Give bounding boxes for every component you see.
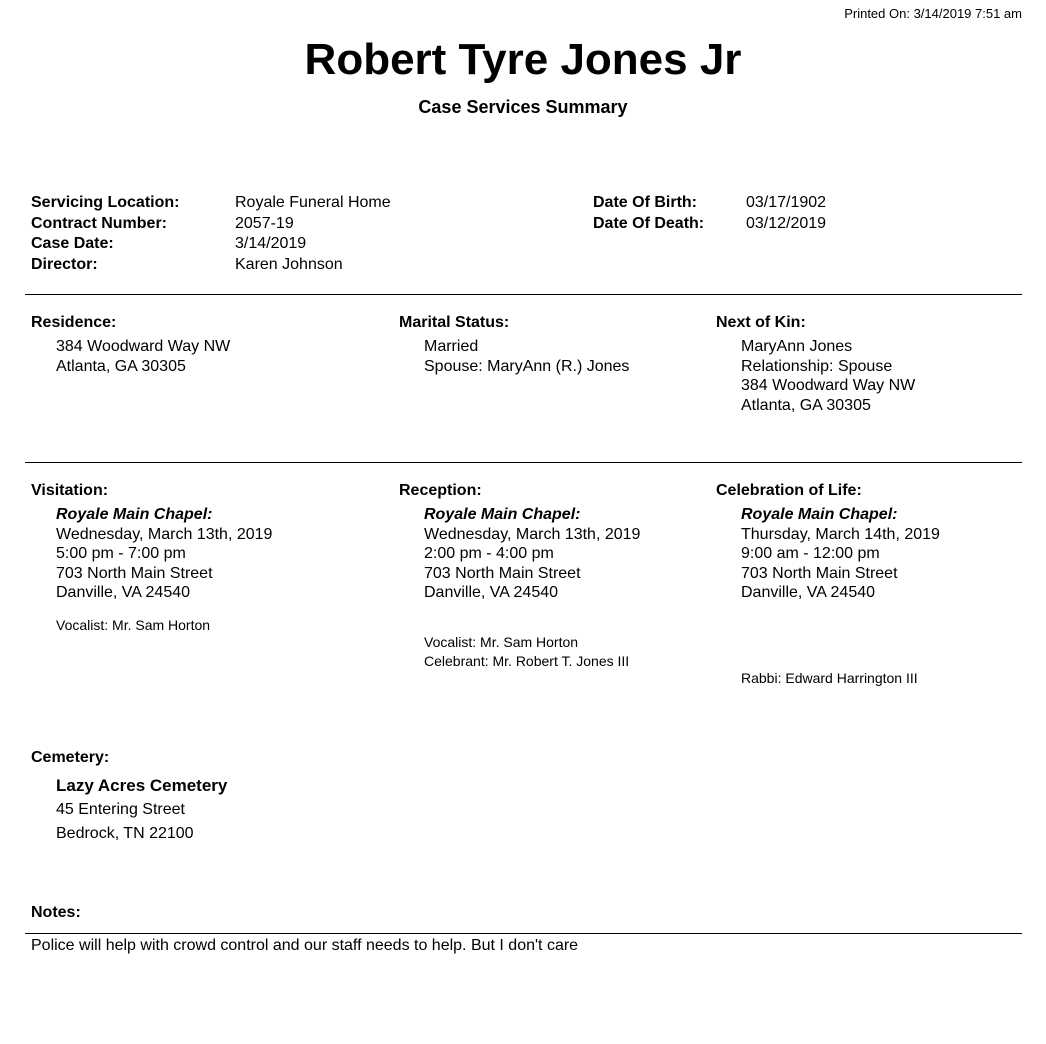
dob-label: Date Of Birth: [593,194,697,211]
marital-block [424,337,629,376]
celebration-label: Celebration of Life: [716,482,862,499]
spouse: Spouse: MaryAnn (R.) Jones [424,357,630,375]
contract-number-label: Contract Number: [31,214,168,232]
page-title: Robert Tyre Jones Jr [304,35,742,84]
contract-number-value: 2057-19 [235,214,294,232]
kin-relationship: Relationship: Spouse [741,357,893,375]
reception-label: Reception: [399,482,482,499]
director-label: Director: [31,256,98,274]
celebration-venue: Royale Main Chapel: [741,506,898,523]
kin-line2: Atlanta, GA 30305 [741,396,871,414]
visitation-street: 703 North Main Street [56,564,213,582]
cemetery-street: 45 Entering Street [56,801,185,818]
visitation-city: Danville, VA 24540 [56,584,191,601]
page-subtitle: Case Services Summary [418,97,628,117]
servicing-location-value: Royale Funeral Home [235,194,391,211]
celebration-note1: Rabbi: Edward Harrington III [741,670,918,686]
celebration-block [741,505,940,603]
visitation-block [56,505,272,603]
director-value: Karen Johnson [235,256,343,274]
notes-text: Police will help with crowd control and our staff needs to help. But I don't care [31,937,579,954]
visitation-note1: Vocalist: Mr. Sam Horton [56,617,211,633]
info-labels [31,193,179,276]
visitation-label: Visitation: [31,482,109,499]
reception-time: 2:00 pm - 4:00 pm [424,545,554,562]
kin-line1: 384 Woodward Way NW [741,377,916,394]
dob-value: 03/17/1902 [746,194,827,211]
cemetery-label: Cemetery: [31,749,110,766]
cemetery-city: Bedrock, TN 22100 [56,825,194,842]
celebration-time: 9:00 am - 12:00 pm [741,545,880,562]
dod-value: 03/12/2019 [746,214,827,232]
visitation-date: Wednesday, March 13th, 2019 [56,525,273,543]
servicing-location-label: Servicing Location: [31,194,180,211]
dates-values [746,193,826,234]
residence-line2: Atlanta, GA 30305 [56,357,186,375]
divider [25,294,1022,295]
celebration-city: Danville, VA 24540 [741,584,876,601]
marital-status: Married [424,338,479,355]
reception-block [424,505,640,603]
reception-venue: Royale Main Chapel: [424,506,581,523]
reception-notes [424,633,629,670]
reception-note1: Vocalist: Mr. Sam Horton [424,634,579,650]
divider [25,462,1022,463]
case-date-label: Case Date: [31,235,114,253]
celebration-date: Thursday, March 14th, 2019 [741,525,940,543]
residence-line1: 384 Woodward Way NW [56,338,231,355]
visitation-time: 5:00 pm - 7:00 pm [56,545,186,562]
residence-block [56,337,230,376]
kin-block [741,337,915,415]
cemetery-block [56,774,227,846]
reception-note2: Celebrant: Mr. Robert T. Jones III [424,652,630,669]
dates-labels [593,193,704,234]
residence-label: Residence: [31,314,117,331]
kin-name: MaryAnn Jones [741,338,853,355]
celebration-street: 703 North Main Street [741,564,898,582]
cemetery-name: Lazy Acres Cemetery [56,776,228,795]
reception-street: 703 North Main Street [424,564,581,582]
dod-label: Date Of Death: [593,214,705,232]
kin-label: Next of Kin: [716,314,806,331]
divider [25,933,1022,934]
printed-on: Printed On: 3/14/2019 7:51 am [844,6,1022,21]
case-date-value: 3/14/2019 [235,235,307,253]
reception-city: Danville, VA 24540 [424,584,559,601]
info-values [235,193,391,276]
notes-label: Notes: [31,904,81,921]
reception-date: Wednesday, March 13th, 2019 [424,525,641,543]
marital-label: Marital Status: [399,314,510,331]
visitation-venue: Royale Main Chapel: [56,506,213,523]
